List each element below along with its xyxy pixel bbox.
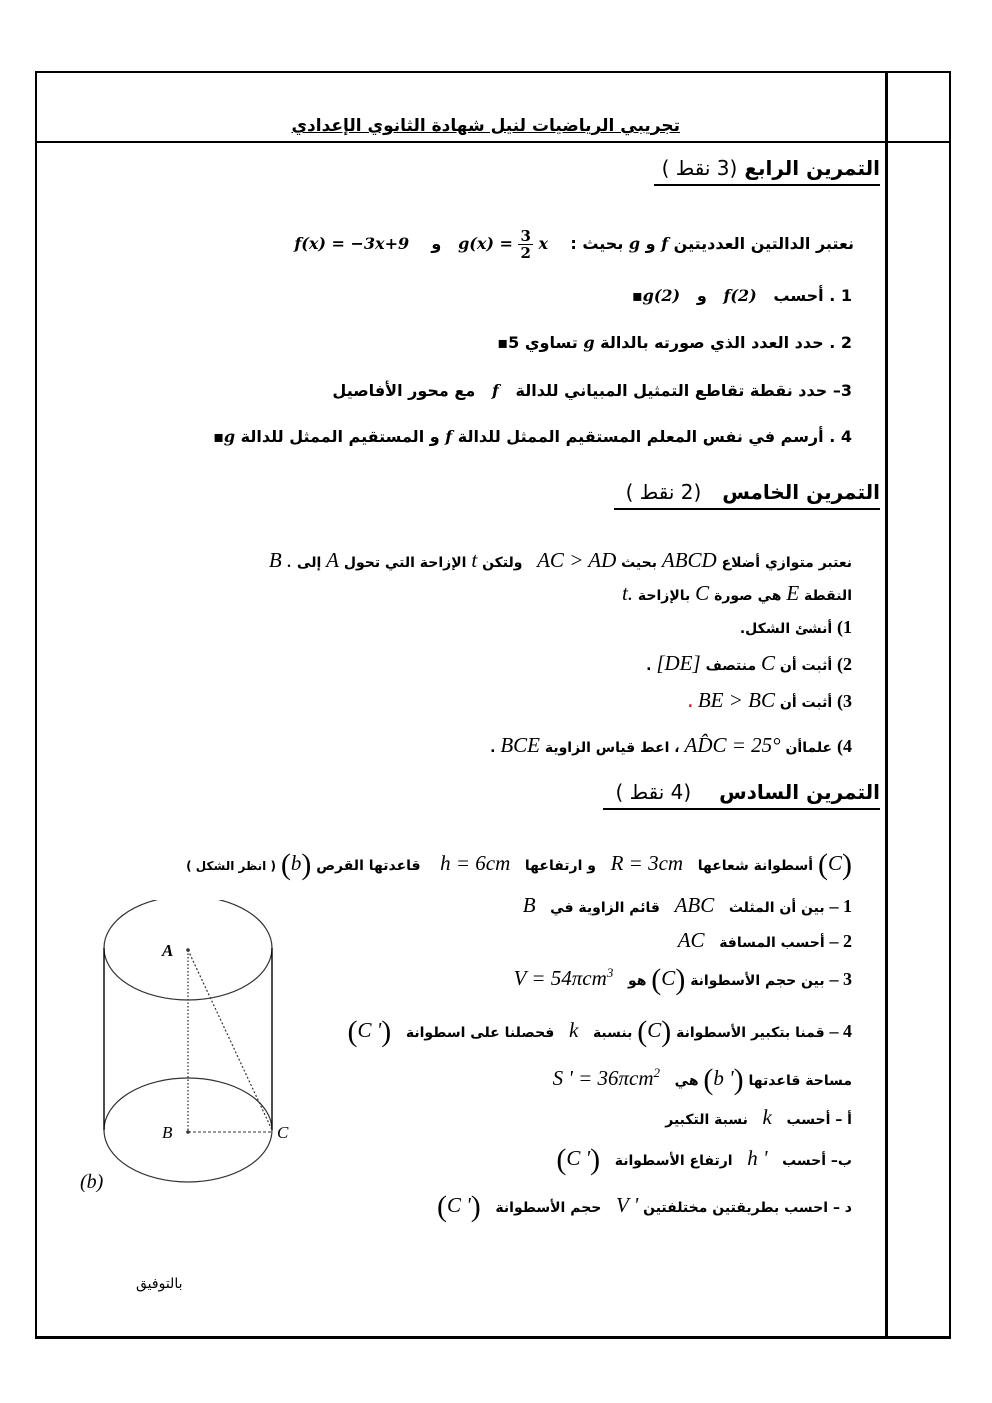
q-text: حدد نقطة تقاطع التمثيل المبياني للدالة	[515, 381, 828, 400]
exercise-5-q2	[646, 651, 852, 676]
math-C: C	[761, 651, 776, 675]
text: الإزاحة التي تحول	[343, 555, 467, 571]
q-text: أحسب	[773, 286, 824, 305]
exercise-5-q4	[490, 733, 852, 758]
exercise-4-q3	[332, 381, 852, 400]
exercise-6-intro: (C) أسطوانة شعاعها R = 3cm و ارتفاعها h = 6cm قاعدتها القرص (b) ( انظر الشكل )	[186, 848, 852, 881]
exercise-4-q2	[497, 333, 852, 352]
fraction-denominator: 2	[520, 244, 531, 262]
math-t: t	[471, 548, 478, 572]
f-definition: f(x) = −3x+9	[294, 234, 410, 253]
math-f-of-2: f(2)	[723, 286, 757, 305]
volume-value: V = 54πcm	[513, 966, 607, 990]
text: و ارتفاعها	[524, 858, 596, 874]
exercise-5-points: (2 نقط )	[625, 480, 702, 504]
math-g: g	[628, 234, 641, 253]
q-text: أحسب	[786, 1112, 831, 1128]
q-text-2: ارتفاع الأسطوانة	[614, 1153, 733, 1169]
math-area	[553, 1066, 660, 1090]
exercise-5-q3	[688, 688, 852, 713]
text: نعتبر متوازي أضلاع	[721, 555, 852, 571]
q-text-2: مع محور الأفاصيل	[332, 381, 476, 400]
q-text: أرسم في نفس المعلم المستقيم الممثل للدالة	[457, 427, 824, 446]
text: ولتكن	[482, 555, 523, 571]
math-ac: AC	[677, 928, 705, 952]
q-number: 4 –	[829, 1021, 852, 1041]
math-height: h = 6cm	[440, 851, 511, 875]
math-disc-b: b	[290, 851, 302, 875]
g-definition	[458, 227, 554, 262]
q-text: علماأن	[785, 740, 833, 756]
exercise-6-qa	[665, 1105, 852, 1130]
math-k: k	[568, 1018, 579, 1042]
exercise-6-q2	[678, 928, 852, 953]
q-number: 1 .	[829, 286, 852, 305]
exercise-5-intro-2	[622, 581, 852, 606]
q-text-2: ، اعط قياس الزاوية	[544, 740, 680, 756]
good-luck-text: بالتوفيق	[136, 1276, 183, 1292]
and-word-2: و	[431, 234, 442, 253]
q-number: 4 .	[829, 427, 852, 446]
exponent: 3	[606, 965, 614, 980]
q-text: أثبت أن	[779, 695, 833, 711]
q-number: 3–	[832, 381, 852, 400]
end-mark: ▪	[631, 286, 643, 305]
math-C-prime: C '	[566, 1146, 591, 1170]
fraction-numerator: 3	[520, 227, 531, 245]
q-text-2: هي	[674, 1073, 699, 1089]
exercise-6-title	[603, 780, 880, 810]
label-c: C	[277, 1123, 289, 1142]
value-5: 5	[508, 333, 520, 352]
q-text: بين أن المثلث	[728, 900, 825, 916]
math-inequality: AC > AD	[537, 548, 617, 572]
q-number: 1)	[837, 617, 852, 637]
math-inequality: BE > BC	[697, 688, 776, 712]
text: هي صورة	[714, 588, 782, 604]
margin-divider	[885, 71, 888, 1338]
math-segment-de: [DE]	[656, 651, 701, 675]
exercise-6-name: التمرين السادس	[719, 780, 880, 804]
label-b-disc: (b)	[80, 1171, 104, 1193]
end-mark: ▪	[213, 427, 224, 446]
math-f: f	[661, 234, 669, 253]
q-text-2: حجم الأسطوانة	[495, 1200, 602, 1216]
end-mark: ▪	[497, 333, 509, 352]
q-text: بين حجم الأسطوانة	[690, 973, 825, 989]
q-number: ب–	[830, 1153, 852, 1169]
text: بحيث	[621, 555, 657, 571]
math-angle-adc: AD̂C = 25°	[684, 733, 781, 757]
math-t: t.	[621, 581, 634, 605]
g-var: x	[538, 234, 549, 253]
math-g-of-2: g(2)	[642, 286, 681, 305]
math-v-prime: V '	[616, 1193, 639, 1217]
q-text-3: فحصلنا على اسطوانة	[405, 1025, 555, 1041]
exercise-4-q4	[213, 427, 852, 446]
text: النقطة	[804, 588, 852, 604]
q-text: أحسب المسافة	[719, 935, 825, 951]
exercise-5-q1	[740, 617, 852, 638]
math-radius: R = 3cm	[610, 851, 684, 875]
g-def-left: g(x) =	[458, 234, 513, 253]
frame-bottom-border	[35, 1336, 951, 1339]
and-word: و	[645, 234, 656, 253]
exercise-6-q4: 4 – قمنا بتكبير الأسطوانة (C) بنسبة k فحصلنا على اسطوانة (C ')	[347, 1015, 852, 1048]
math-B: B	[522, 893, 536, 917]
math-h-prime: h '	[747, 1146, 768, 1170]
exercise-4-name: التمرين الرابع	[744, 156, 880, 180]
exercise-4-intro	[294, 228, 854, 261]
math-abcd: ABCD	[661, 548, 717, 572]
q-text-2: قائم الزاوية في	[550, 900, 660, 916]
q-text-2: هو	[627, 973, 647, 989]
point-b	[186, 1130, 190, 1134]
exercise-5-title	[614, 480, 880, 510]
exercise-4-points: (3 نقط )	[661, 156, 738, 180]
math-C: C	[827, 851, 842, 875]
exercise-6-qb: ب– أحسب h ' ارتفاع الأسطوانة (C ')	[556, 1143, 852, 1176]
end-mark: .	[646, 658, 652, 674]
math-b-prime: b '	[713, 1066, 734, 1090]
point-a	[186, 948, 190, 952]
math-g: g	[583, 333, 595, 352]
math-g: g	[223, 427, 236, 446]
label-b: B	[162, 1123, 173, 1142]
q-text: قمنا بتكبير الأسطوانة	[676, 1025, 825, 1041]
math-k: k	[762, 1105, 772, 1129]
such-that: بحيث :	[570, 234, 624, 253]
q-number: 2 .	[829, 333, 852, 352]
q-text: أثبت أن	[779, 658, 833, 674]
math-C: C	[647, 1018, 662, 1042]
text: إلى	[297, 555, 322, 571]
math-bce: BCE	[500, 733, 540, 757]
text: أسطوانة شعاعها	[697, 858, 814, 874]
exercise-5-intro-1	[269, 548, 852, 573]
math-B: B .	[268, 548, 293, 572]
exercise-6-q4-base: مساحة قاعدتها (b ') هي S ' = 36πcm$^2$	[552, 1063, 852, 1096]
intro-text: نعتبر الدالتين العدديتين	[673, 234, 854, 253]
q-text: أحسب	[782, 1153, 827, 1169]
segment-ac	[188, 950, 272, 1130]
area-value: S ' = 36πcm	[552, 1066, 654, 1090]
q-text-2: نسبة التكبير	[665, 1112, 748, 1128]
math-volume	[514, 966, 614, 990]
see-figure-note: ( انظر الشكل )	[186, 859, 276, 873]
q-text-2: بنسبة	[592, 1025, 633, 1041]
q-number: 4)	[837, 736, 852, 756]
text: قاعدتها القرص	[316, 858, 421, 874]
end-mark: .	[687, 695, 693, 711]
q-text: أنشئ الشكل.	[739, 621, 833, 637]
exercise-4-title	[654, 156, 880, 186]
label-a: A	[162, 941, 174, 960]
math-C-prime: C '	[357, 1018, 382, 1042]
end-mark: .	[490, 740, 496, 756]
q-text: احسب بطريقتين مختلفتين	[643, 1200, 829, 1216]
math-C-prime: C '	[447, 1193, 471, 1217]
math-f: f	[445, 427, 453, 446]
q-text: حدد العدد الذي صورته بالدالة	[600, 333, 824, 352]
q-number: د –	[832, 1200, 852, 1216]
q-number: 1 –	[829, 896, 852, 916]
exercise-6-q1	[523, 893, 852, 918]
q-number: 3)	[837, 691, 852, 711]
exercise-6-q3: 3 – بين حجم الأسطوانة (C) هو V = 54πcm$^3$	[513, 963, 852, 996]
q-text-2: تساوي	[524, 333, 578, 352]
fraction-3-over-2	[518, 228, 532, 261]
exercise-6-qd: د – احسب بطريقتين مختلفتين V ' حجم الأسطوانة (C ')	[437, 1190, 852, 1223]
q-number: أ –	[835, 1112, 852, 1128]
q-text: مساحة قاعدتها	[748, 1073, 852, 1089]
math-abc: ABC	[674, 893, 715, 917]
math-f: f	[491, 381, 499, 400]
q-number: 2 –	[829, 931, 852, 951]
math-C: C	[661, 966, 676, 990]
exercise-5-name: التمرين الخامس	[722, 480, 880, 504]
math-E: E	[786, 581, 800, 605]
exponent: 2	[653, 1065, 661, 1080]
exercise-4-q1	[632, 286, 852, 305]
and-word: و	[696, 286, 707, 305]
q-text-2: و المستقيم الممثل للدالة	[240, 427, 440, 446]
header-divider	[35, 141, 951, 143]
exam-header-title: تجريبي الرياضيات لنيل شهادة الثانوي الإعدادي	[291, 116, 680, 136]
cylinder-figure	[80, 900, 310, 1200]
q-number: 2)	[837, 654, 852, 674]
math-A: A	[326, 548, 339, 572]
text: بالإزاحة	[637, 588, 691, 604]
exercise-6-points: (4 نقط )	[615, 780, 692, 804]
q-text-2: منتصف	[705, 658, 757, 674]
math-C: C	[695, 581, 710, 605]
q-number: 3 –	[829, 969, 852, 989]
